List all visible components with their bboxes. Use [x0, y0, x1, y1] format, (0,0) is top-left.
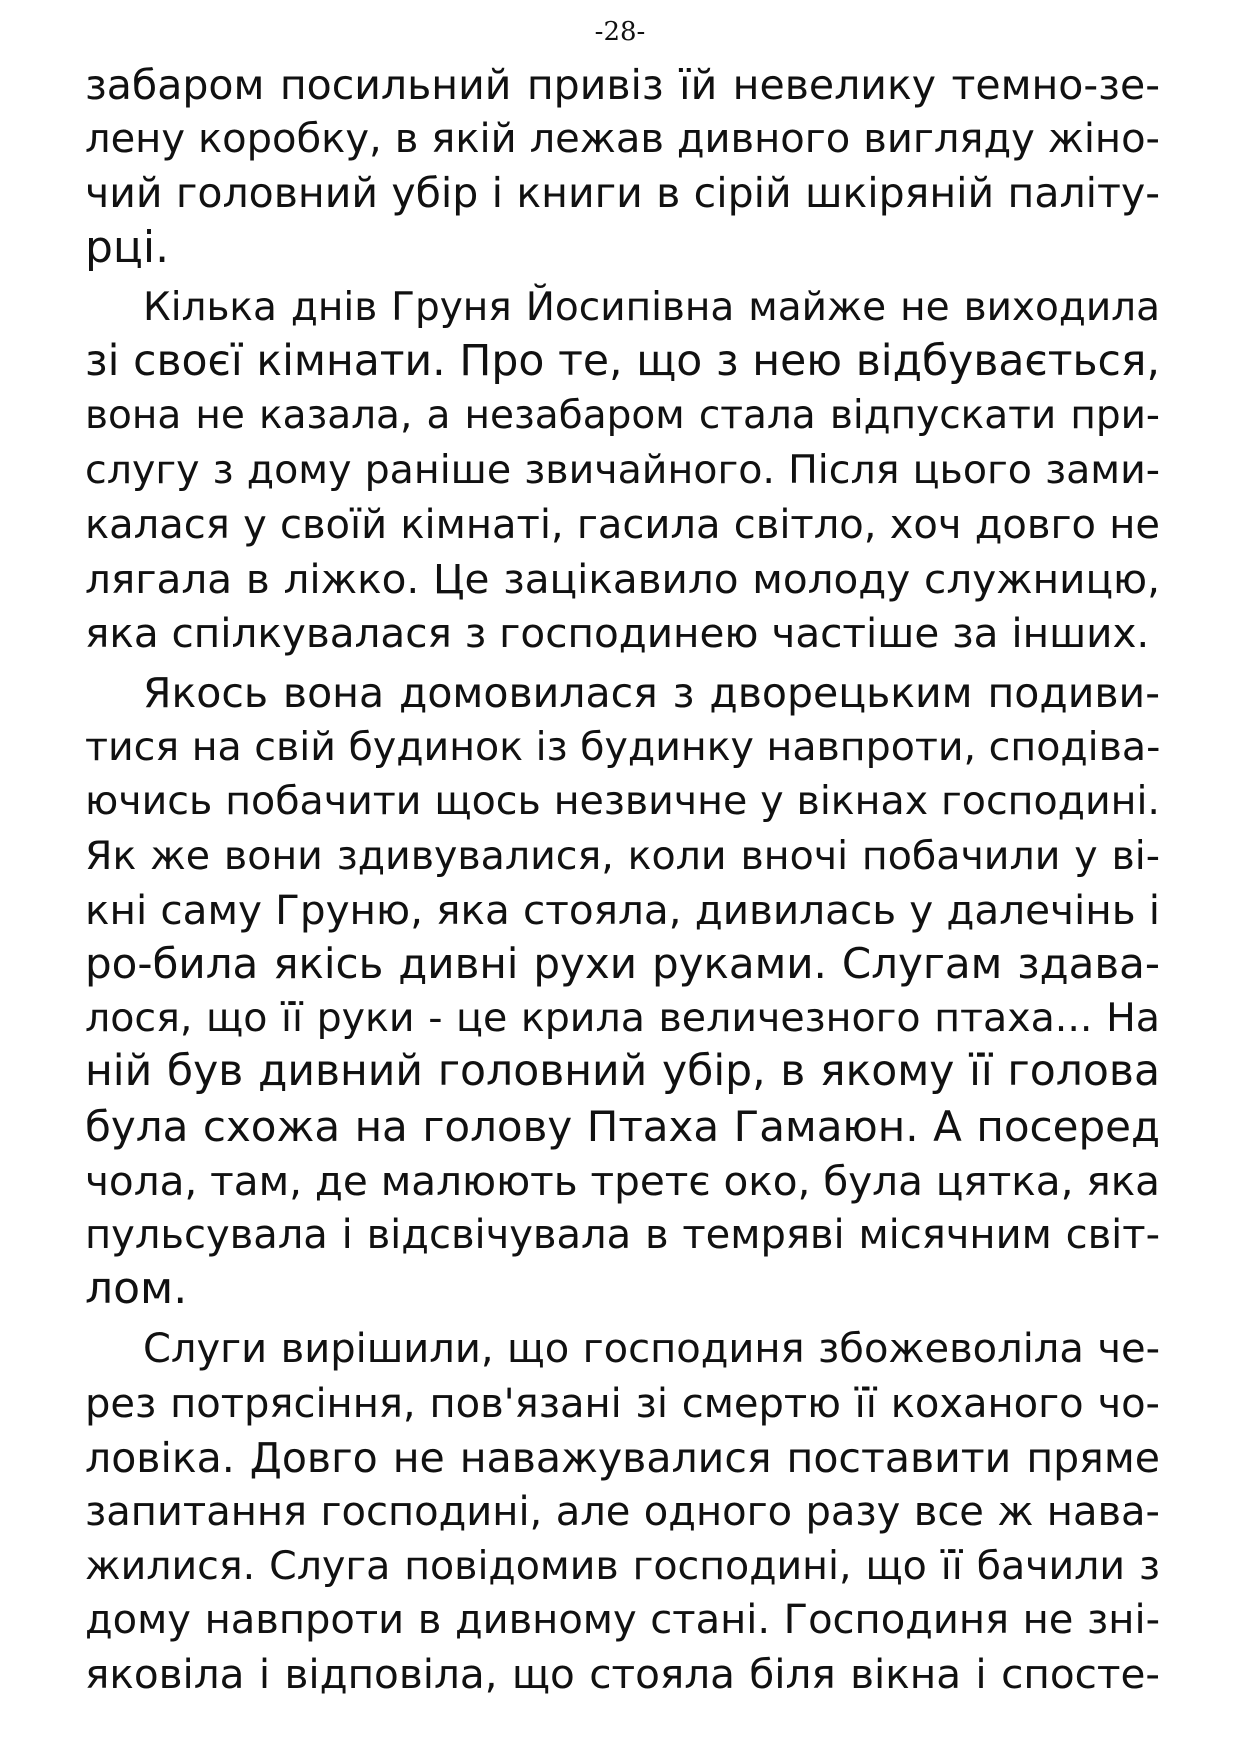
text-line: Як же вони здивувалися, коли вночі побачили у ві- — [85, 832, 1160, 879]
page-number: -28- — [594, 17, 646, 47]
body-text — [85, 58, 1160, 1702]
text-line: рез потрясіння, пов'язані зі смертю її коханого чо- — [85, 1380, 1160, 1427]
text-line: запитання господині, але одного разу все ж нава- — [85, 1488, 1160, 1535]
text-line: ючись побачити щось незвичне у вікнах господині. — [85, 778, 1160, 825]
text-line: яка спілкувалася з господинею частіше за інших. — [85, 608, 1150, 657]
paragraph-4 — [85, 1322, 1160, 1701]
text-line: яковіла і відповіла, що стояла біля вікна і спосте- — [85, 1650, 1160, 1699]
text-line: ро-била якісь дивні рухи руками. Слугам здава- — [85, 939, 1160, 988]
text-line: кні саму Груню, яка стояла, дивилась у далечінь і — [85, 885, 1160, 934]
text-line: слугу з дому раніше звичайного. Після цього зами- — [85, 447, 1160, 494]
text-line: була схожа на голову Птаха Гамаюн. А посеред — [85, 1101, 1160, 1151]
text-line: Слуги вирішили, що господиня збожеволіла че- — [143, 1326, 1160, 1373]
text-line: зі своєї кімнати. Про те, що з нею відбувається, — [85, 336, 1160, 386]
paragraph-1 — [85, 58, 1160, 275]
text-line: Якось вона домовилася з дворецьким подиви- — [143, 669, 1160, 718]
text-line: пульсувала і відсвічувала в темряві місячним світ- — [85, 1211, 1160, 1258]
text-line: тися на свій будинок із будинку навпроти, сподіва- — [85, 724, 1161, 771]
text-line: жилися. Слуга повідомив господині, що її бачили з — [85, 1543, 1160, 1590]
text-line: лося, що її руки - це крила величезного птаха... На — [85, 995, 1160, 1042]
text-line: чола, там, де малюють третє око, була цятка, яка — [85, 1156, 1160, 1205]
text-line: лягала в ліжко. Це зацікавило молоду служницю, — [85, 554, 1160, 603]
text-line: лом. — [85, 1263, 188, 1315]
text-line: забаром посильний привіз їй невелику темно-зе- — [85, 61, 1160, 109]
text-line: рці. — [85, 221, 170, 273]
text-line: Кілька днів Груня Йосипівна майже не виходила — [143, 284, 1160, 330]
paragraph-3 — [85, 666, 1160, 1316]
text-line: лену коробку, в якій лежав дивного вигляду жіно- — [85, 116, 1160, 163]
paragraph-2 — [85, 281, 1160, 660]
text-line: калася у своїй кімнаті, гасила світло, хоч довго не — [85, 501, 1160, 548]
text-line: дому навпроти в дивному стані. Господиня не зні- — [85, 1597, 1160, 1644]
text-line: ловіка. Довго не наважувалися поставити пряме — [85, 1433, 1160, 1482]
text-line: чий головний убір і книги в сірій шкіряній паліту- — [85, 169, 1160, 218]
text-line: вона не казала, а незабаром стала відпускати при- — [85, 393, 1160, 439]
text-line: ній був дивний головний убір, в якому її голова — [85, 1047, 1160, 1097]
